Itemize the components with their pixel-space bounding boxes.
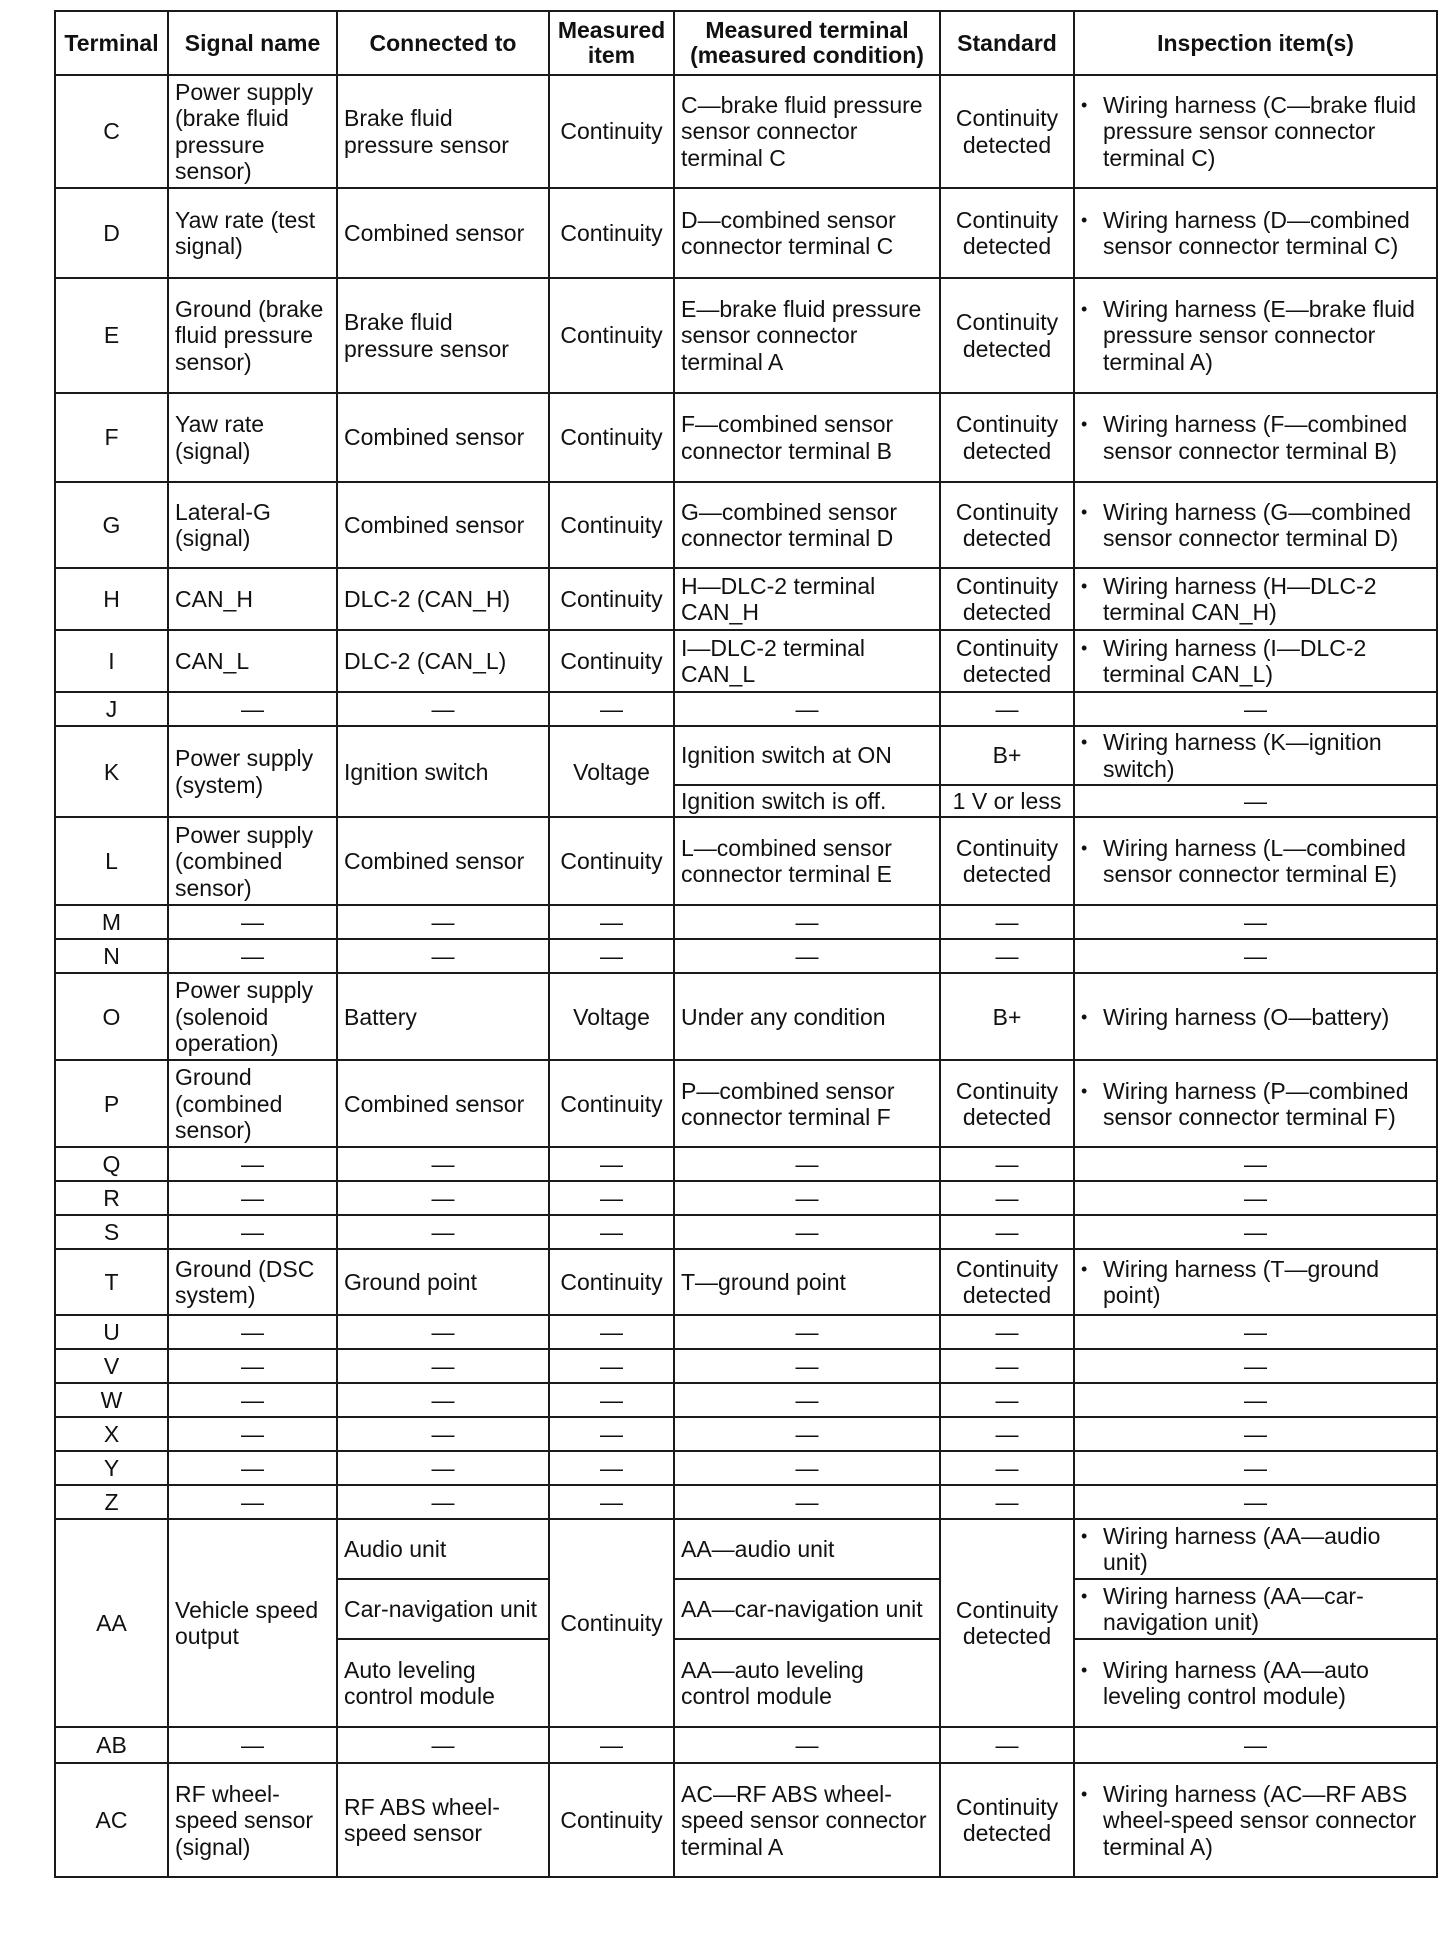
terminal-cell: E bbox=[55, 278, 168, 393]
terminal-cell: L bbox=[55, 817, 168, 905]
signal-name-cell: Ground (combined sensor) bbox=[168, 1060, 337, 1147]
dash-cell: — bbox=[1074, 1383, 1437, 1417]
connected-to-cell: Combined sensor bbox=[337, 393, 549, 482]
signal-name-cell: Lateral-G (signal) bbox=[168, 482, 337, 568]
signal-name-cell: Power supply (system) bbox=[168, 726, 337, 817]
terminal-cell: S bbox=[55, 1215, 168, 1249]
dash-cell: — bbox=[674, 1727, 940, 1763]
inspection-cell bbox=[1074, 973, 1437, 1060]
dash-cell: — bbox=[337, 905, 549, 939]
inspection-text: Wiring harness (F—combined sensor connector terminal B) bbox=[1103, 411, 1408, 464]
dash-cell: — bbox=[337, 1451, 549, 1485]
dash-cell: — bbox=[940, 1383, 1074, 1417]
dash-cell: — bbox=[549, 1315, 674, 1349]
connected-to-cell: DLC-2 (CAN_L) bbox=[337, 630, 549, 692]
bullet-icon: • bbox=[1081, 1526, 1088, 1546]
dash-cell: — bbox=[549, 1181, 674, 1215]
dash-cell: — bbox=[1074, 905, 1437, 939]
dash-cell: — bbox=[168, 1349, 337, 1383]
table-row-m bbox=[55, 905, 1437, 939]
terminal-inspection-table bbox=[54, 10, 1438, 1878]
terminal-cell: AA bbox=[55, 1519, 168, 1727]
header-measured-item: Measured item bbox=[549, 11, 674, 75]
inspection-text: Wiring harness (O—battery) bbox=[1103, 1003, 1390, 1030]
dash-cell: — bbox=[549, 1349, 674, 1383]
dash-cell: — bbox=[168, 1181, 337, 1215]
dash-cell: — bbox=[940, 1147, 1074, 1181]
inspection-text: Wiring harness (AA—auto leveling control module) bbox=[1103, 1657, 1369, 1710]
dash-cell: — bbox=[674, 1417, 940, 1451]
inspection-text: Wiring harness (L—combined sensor connector terminal E) bbox=[1103, 835, 1406, 888]
dash-cell: — bbox=[549, 692, 674, 726]
inspection-text: Wiring harness (I—DLC-2 terminal CAN_L) bbox=[1103, 634, 1367, 687]
signal-name-cell: Power supply (brake fluid pressure sensor) bbox=[168, 75, 337, 188]
measured-terminal-cell: AA—audio unit bbox=[674, 1519, 940, 1579]
dash-cell: — bbox=[337, 1315, 549, 1349]
inspection-text: Wiring harness (AC—RF ABS wheel-speed sensor connector terminal A) bbox=[1103, 1780, 1417, 1860]
bullet-icon: • bbox=[1081, 637, 1088, 658]
inspection-text: Wiring harness (C—brake fluid pressure sensor connector terminal C) bbox=[1103, 91, 1417, 171]
dash-cell: — bbox=[168, 1147, 337, 1181]
table-row-k bbox=[55, 726, 1437, 785]
table-row-h bbox=[55, 568, 1437, 630]
dash-cell: — bbox=[940, 1349, 1074, 1383]
table-row-aa bbox=[55, 1519, 1437, 1579]
measured-item-cell: Continuity bbox=[549, 393, 674, 482]
measured-item-cell: Continuity bbox=[549, 75, 674, 188]
dash-cell: — bbox=[549, 1215, 674, 1249]
dash-cell: — bbox=[1074, 785, 1437, 817]
table-row-p bbox=[55, 1060, 1437, 1147]
header-terminal: Terminal bbox=[55, 11, 168, 75]
dash-cell: — bbox=[674, 1181, 940, 1215]
bullet-icon: • bbox=[1081, 575, 1088, 596]
dash-cell: — bbox=[337, 692, 549, 726]
dash-cell: — bbox=[1074, 692, 1437, 726]
table-row-o bbox=[55, 973, 1437, 1060]
bullet-icon: • bbox=[1081, 838, 1088, 858]
bullet-icon: • bbox=[1081, 94, 1088, 115]
inspection-text: Wiring harness (K—ignition switch) bbox=[1103, 729, 1382, 782]
dash-cell: — bbox=[940, 1485, 1074, 1519]
inspection-cell bbox=[1074, 1579, 1437, 1639]
bullet-icon: • bbox=[1081, 1080, 1088, 1101]
signal-name-cell: Ground (DSC system) bbox=[168, 1249, 337, 1315]
table-row-l bbox=[55, 817, 1437, 905]
terminal-cell: F bbox=[55, 393, 168, 482]
bullet-icon: • bbox=[1081, 501, 1088, 522]
inspection-cell bbox=[1074, 75, 1437, 188]
measured-item-cell: Continuity bbox=[549, 1763, 674, 1877]
signal-name-cell: Vehicle speed output bbox=[168, 1519, 337, 1727]
dash-cell: — bbox=[168, 1383, 337, 1417]
dash-cell: — bbox=[674, 939, 940, 973]
header-row bbox=[55, 11, 1437, 75]
standard-cell: Continuity detected bbox=[940, 817, 1074, 905]
table-row-z bbox=[55, 1485, 1437, 1519]
signal-name-cell: RF wheel-speed sensor (signal) bbox=[168, 1763, 337, 1877]
terminal-cell: V bbox=[55, 1349, 168, 1383]
standard-cell: B+ bbox=[940, 726, 1074, 785]
dash-cell: — bbox=[674, 1315, 940, 1349]
measured-item-cell: Continuity bbox=[549, 1249, 674, 1315]
table-row-q bbox=[55, 1147, 1437, 1181]
inspection-cell bbox=[1074, 188, 1437, 278]
measured-item-cell: Continuity bbox=[549, 278, 674, 393]
measured-terminal-cell: Ignition switch at ON bbox=[674, 726, 940, 785]
header-measured-terminal: Measured terminal (measured condition) bbox=[674, 11, 940, 75]
measured-terminal-cell: Under any condition bbox=[674, 973, 940, 1060]
dash-cell: — bbox=[1074, 1147, 1437, 1181]
terminal-cell: X bbox=[55, 1417, 168, 1451]
measured-item-cell: Continuity bbox=[549, 568, 674, 630]
dash-cell: — bbox=[674, 1383, 940, 1417]
inspection-text: Wiring harness (AA—audio unit) bbox=[1103, 1523, 1381, 1576]
inspection-cell bbox=[1074, 393, 1437, 482]
dash-cell: — bbox=[1074, 1315, 1437, 1349]
terminal-cell: Q bbox=[55, 1147, 168, 1181]
dash-cell: — bbox=[674, 1147, 940, 1181]
terminal-cell: O bbox=[55, 973, 168, 1060]
standard-cell: Continuity detected bbox=[940, 393, 1074, 482]
inspection-cell bbox=[1074, 1249, 1437, 1315]
connected-to-cell: Battery bbox=[337, 973, 549, 1060]
terminal-cell: R bbox=[55, 1181, 168, 1215]
inspection-text: Wiring harness (D—combined sensor connector terminal C) bbox=[1103, 206, 1410, 259]
terminal-cell: G bbox=[55, 482, 168, 568]
connected-to-cell: Combined sensor bbox=[337, 1060, 549, 1147]
dash-cell: — bbox=[168, 905, 337, 939]
inspection-cell bbox=[1074, 278, 1437, 393]
standard-cell: Continuity detected bbox=[940, 1060, 1074, 1147]
dash-cell: — bbox=[940, 1215, 1074, 1249]
signal-name-cell: Yaw rate (signal) bbox=[168, 393, 337, 482]
measured-terminal-cell: H—DLC-2 terminal CAN_H bbox=[674, 568, 940, 630]
table-row-j bbox=[55, 692, 1437, 726]
terminal-cell: U bbox=[55, 1315, 168, 1349]
header-inspection-items: Inspection item(s) bbox=[1074, 11, 1437, 75]
connected-to-cell: Car-navigation unit bbox=[337, 1579, 549, 1639]
measured-item-cell: Voltage bbox=[549, 726, 674, 817]
table-row-ac bbox=[55, 1763, 1437, 1877]
inspection-text: Wiring harness (E—brake fluid pressure sensor connector terminal A) bbox=[1103, 295, 1415, 375]
bullet-icon: • bbox=[1081, 1660, 1088, 1680]
dash-cell: — bbox=[549, 1485, 674, 1519]
dash-cell: — bbox=[1074, 1417, 1437, 1451]
measured-item-cell: Voltage bbox=[549, 973, 674, 1060]
inspection-cell bbox=[1074, 726, 1437, 785]
terminal-cell: M bbox=[55, 905, 168, 939]
table-row-u bbox=[55, 1315, 1437, 1349]
dash-cell: — bbox=[674, 1215, 940, 1249]
measured-terminal-cell: AA—car-navigation unit bbox=[674, 1579, 940, 1639]
connected-to-cell: Combined sensor bbox=[337, 482, 549, 568]
measured-terminal-cell: L—combined sensor connector terminal E bbox=[674, 817, 940, 905]
dash-cell: — bbox=[168, 1215, 337, 1249]
table-row-t bbox=[55, 1249, 1437, 1315]
dash-cell: — bbox=[168, 1727, 337, 1763]
standard-cell: 1 V or less bbox=[940, 785, 1074, 817]
dash-cell: — bbox=[1074, 1215, 1437, 1249]
dash-cell: — bbox=[940, 1417, 1074, 1451]
signal-name-cell: Power supply (combined sensor) bbox=[168, 817, 337, 905]
inspection-cell bbox=[1074, 1519, 1437, 1579]
dash-cell: — bbox=[940, 1181, 1074, 1215]
table-row-s bbox=[55, 1215, 1437, 1249]
dash-cell: — bbox=[940, 905, 1074, 939]
dash-cell: — bbox=[168, 1315, 337, 1349]
dash-cell: — bbox=[549, 1727, 674, 1763]
table-row-g bbox=[55, 482, 1437, 568]
connected-to-cell: Audio unit bbox=[337, 1519, 549, 1579]
table-row-w bbox=[55, 1383, 1437, 1417]
bullet-icon: • bbox=[1081, 209, 1088, 230]
dash-cell: — bbox=[1074, 1181, 1437, 1215]
dash-cell: — bbox=[940, 1727, 1074, 1763]
connected-to-cell: Auto leveling control module bbox=[337, 1639, 549, 1727]
table-row-r bbox=[55, 1181, 1437, 1215]
inspection-text: Wiring harness (G—combined sensor connector terminal D) bbox=[1103, 498, 1412, 551]
dash-cell: — bbox=[337, 1147, 549, 1181]
measured-terminal-cell: P—combined sensor connector terminal F bbox=[674, 1060, 940, 1147]
dash-cell: — bbox=[168, 692, 337, 726]
inspection-text: Wiring harness (T—ground point) bbox=[1103, 1256, 1380, 1309]
connected-to-cell: Ignition switch bbox=[337, 726, 549, 817]
measured-terminal-cell: C—brake fluid pressure sensor connector terminal C bbox=[674, 75, 940, 188]
dash-cell: — bbox=[674, 1485, 940, 1519]
dash-cell: — bbox=[1074, 1485, 1437, 1519]
terminal-cell: AC bbox=[55, 1763, 168, 1877]
inspection-text: Wiring harness (P—combined sensor connector terminal F) bbox=[1103, 1077, 1409, 1130]
terminal-cell: D bbox=[55, 188, 168, 278]
inspection-cell bbox=[1074, 568, 1437, 630]
signal-name-cell: Yaw rate (test signal) bbox=[168, 188, 337, 278]
table-row-d bbox=[55, 188, 1437, 278]
bullet-icon: • bbox=[1081, 732, 1088, 753]
standard-cell: Continuity detected bbox=[940, 630, 1074, 692]
terminal-cell: Z bbox=[55, 1485, 168, 1519]
dash-cell: — bbox=[168, 1485, 337, 1519]
dash-cell: — bbox=[1074, 1727, 1437, 1763]
dash-cell: — bbox=[337, 1181, 549, 1215]
standard-cell: Continuity detected bbox=[940, 1519, 1074, 1727]
dash-cell: — bbox=[168, 939, 337, 973]
table-row-f bbox=[55, 393, 1437, 482]
measured-item-cell: Continuity bbox=[549, 630, 674, 692]
dash-cell: — bbox=[549, 939, 674, 973]
standard-cell: Continuity detected bbox=[940, 188, 1074, 278]
measured-item-cell: Continuity bbox=[549, 482, 674, 568]
measured-terminal-cell: F—combined sensor connector terminal B bbox=[674, 393, 940, 482]
table-row-n bbox=[55, 939, 1437, 973]
dash-cell: — bbox=[549, 1383, 674, 1417]
dash-cell: — bbox=[337, 1727, 549, 1763]
measured-item-cell: Continuity bbox=[549, 1060, 674, 1147]
connected-to-cell: Brake fluid pressure sensor bbox=[337, 75, 549, 188]
dash-cell: — bbox=[674, 1451, 940, 1485]
dash-cell: — bbox=[337, 1485, 549, 1519]
table-row-e bbox=[55, 278, 1437, 393]
connected-to-cell: Brake fluid pressure sensor bbox=[337, 278, 549, 393]
inspection-cell bbox=[1074, 630, 1437, 692]
terminal-cell: N bbox=[55, 939, 168, 973]
dash-cell: — bbox=[940, 1315, 1074, 1349]
measured-terminal-cell: AC—RF ABS wheel-speed sensor connector terminal A bbox=[674, 1763, 940, 1877]
terminal-cell: Y bbox=[55, 1451, 168, 1485]
connected-to-cell: Combined sensor bbox=[337, 188, 549, 278]
dash-cell: — bbox=[337, 1383, 549, 1417]
dash-cell: — bbox=[674, 692, 940, 726]
dash-cell: — bbox=[940, 1451, 1074, 1485]
dash-cell: — bbox=[549, 905, 674, 939]
dash-cell: — bbox=[549, 1451, 674, 1485]
measured-terminal-cell: Ignition switch is off. bbox=[674, 785, 940, 817]
dash-cell: — bbox=[337, 939, 549, 973]
measured-item-cell: Continuity bbox=[549, 188, 674, 278]
terminal-cell: P bbox=[55, 1060, 168, 1147]
connected-to-cell: Ground point bbox=[337, 1249, 549, 1315]
standard-cell: Continuity detected bbox=[940, 75, 1074, 188]
measured-terminal-cell: E—brake fluid pressure sensor connector terminal A bbox=[674, 278, 940, 393]
terminal-cell: I bbox=[55, 630, 168, 692]
dash-cell: — bbox=[549, 1417, 674, 1451]
table-row-y bbox=[55, 1451, 1437, 1485]
connected-to-cell: RF ABS wheel-speed sensor bbox=[337, 1763, 549, 1877]
connected-to-cell: DLC-2 (CAN_H) bbox=[337, 568, 549, 630]
measured-item-cell: Continuity bbox=[549, 817, 674, 905]
bullet-icon: • bbox=[1081, 1006, 1088, 1027]
dash-cell: — bbox=[674, 1349, 940, 1383]
header-standard: Standard bbox=[940, 11, 1074, 75]
signal-name-cell: CAN_H bbox=[168, 568, 337, 630]
measured-terminal-cell: AA—auto leveling control module bbox=[674, 1639, 940, 1727]
dash-cell: — bbox=[1074, 1349, 1437, 1383]
inspection-cell bbox=[1074, 1763, 1437, 1877]
dash-cell: — bbox=[940, 939, 1074, 973]
inspection-text: Wiring harness (AA—car-navigation unit) bbox=[1103, 1583, 1364, 1636]
standard-cell: Continuity detected bbox=[940, 278, 1074, 393]
inspection-cell bbox=[1074, 817, 1437, 905]
terminal-cell: K bbox=[55, 726, 168, 817]
dash-cell: — bbox=[674, 905, 940, 939]
dash-cell: — bbox=[168, 1417, 337, 1451]
table-row-i bbox=[55, 630, 1437, 692]
table-row-c bbox=[55, 75, 1437, 188]
terminal-cell: C bbox=[55, 75, 168, 188]
terminal-cell: H bbox=[55, 568, 168, 630]
table-row-v bbox=[55, 1349, 1437, 1383]
measured-terminal-cell: I—DLC-2 terminal CAN_L bbox=[674, 630, 940, 692]
dash-cell: — bbox=[549, 1147, 674, 1181]
dash-cell: — bbox=[337, 1215, 549, 1249]
signal-name-cell: Ground (brake fluid pressure sensor) bbox=[168, 278, 337, 393]
dash-cell: — bbox=[337, 1349, 549, 1383]
inspection-cell bbox=[1074, 1060, 1437, 1147]
standard-cell: B+ bbox=[940, 973, 1074, 1060]
measured-terminal-cell: D—combined sensor connector terminal C bbox=[674, 188, 940, 278]
measured-item-cell: Continuity bbox=[549, 1519, 674, 1727]
measured-terminal-cell: T—ground point bbox=[674, 1249, 940, 1315]
standard-cell: Continuity detected bbox=[940, 1763, 1074, 1877]
bullet-icon: • bbox=[1081, 1259, 1088, 1279]
signal-name-cell: Power supply (solenoid operation) bbox=[168, 973, 337, 1060]
dash-cell: — bbox=[337, 1417, 549, 1451]
header-connected-to: Connected to bbox=[337, 11, 549, 75]
dash-cell: — bbox=[1074, 939, 1437, 973]
bullet-icon: • bbox=[1081, 298, 1088, 319]
inspection-cell bbox=[1074, 482, 1437, 568]
inspection-cell bbox=[1074, 1639, 1437, 1727]
header-signal-name: Signal name bbox=[168, 11, 337, 75]
terminal-cell: T bbox=[55, 1249, 168, 1315]
table-row-ab bbox=[55, 1727, 1437, 1763]
connected-to-cell: Combined sensor bbox=[337, 817, 549, 905]
dash-cell: — bbox=[1074, 1451, 1437, 1485]
signal-name-cell: CAN_L bbox=[168, 630, 337, 692]
standard-cell: Continuity detected bbox=[940, 568, 1074, 630]
table-row-x bbox=[55, 1417, 1437, 1451]
terminal-cell: W bbox=[55, 1383, 168, 1417]
bullet-icon: • bbox=[1081, 1783, 1088, 1804]
standard-cell: Continuity detected bbox=[940, 482, 1074, 568]
terminal-cell: J bbox=[55, 692, 168, 726]
bullet-icon: • bbox=[1081, 1586, 1088, 1606]
inspection-text: Wiring harness (H—DLC-2 terminal CAN_H) bbox=[1103, 572, 1377, 625]
measured-terminal-cell: G—combined sensor connector terminal D bbox=[674, 482, 940, 568]
dash-cell: — bbox=[168, 1451, 337, 1485]
bullet-icon: • bbox=[1081, 414, 1088, 435]
standard-cell: Continuity detected bbox=[940, 1249, 1074, 1315]
dash-cell: — bbox=[940, 692, 1074, 726]
terminal-cell: AB bbox=[55, 1727, 168, 1763]
